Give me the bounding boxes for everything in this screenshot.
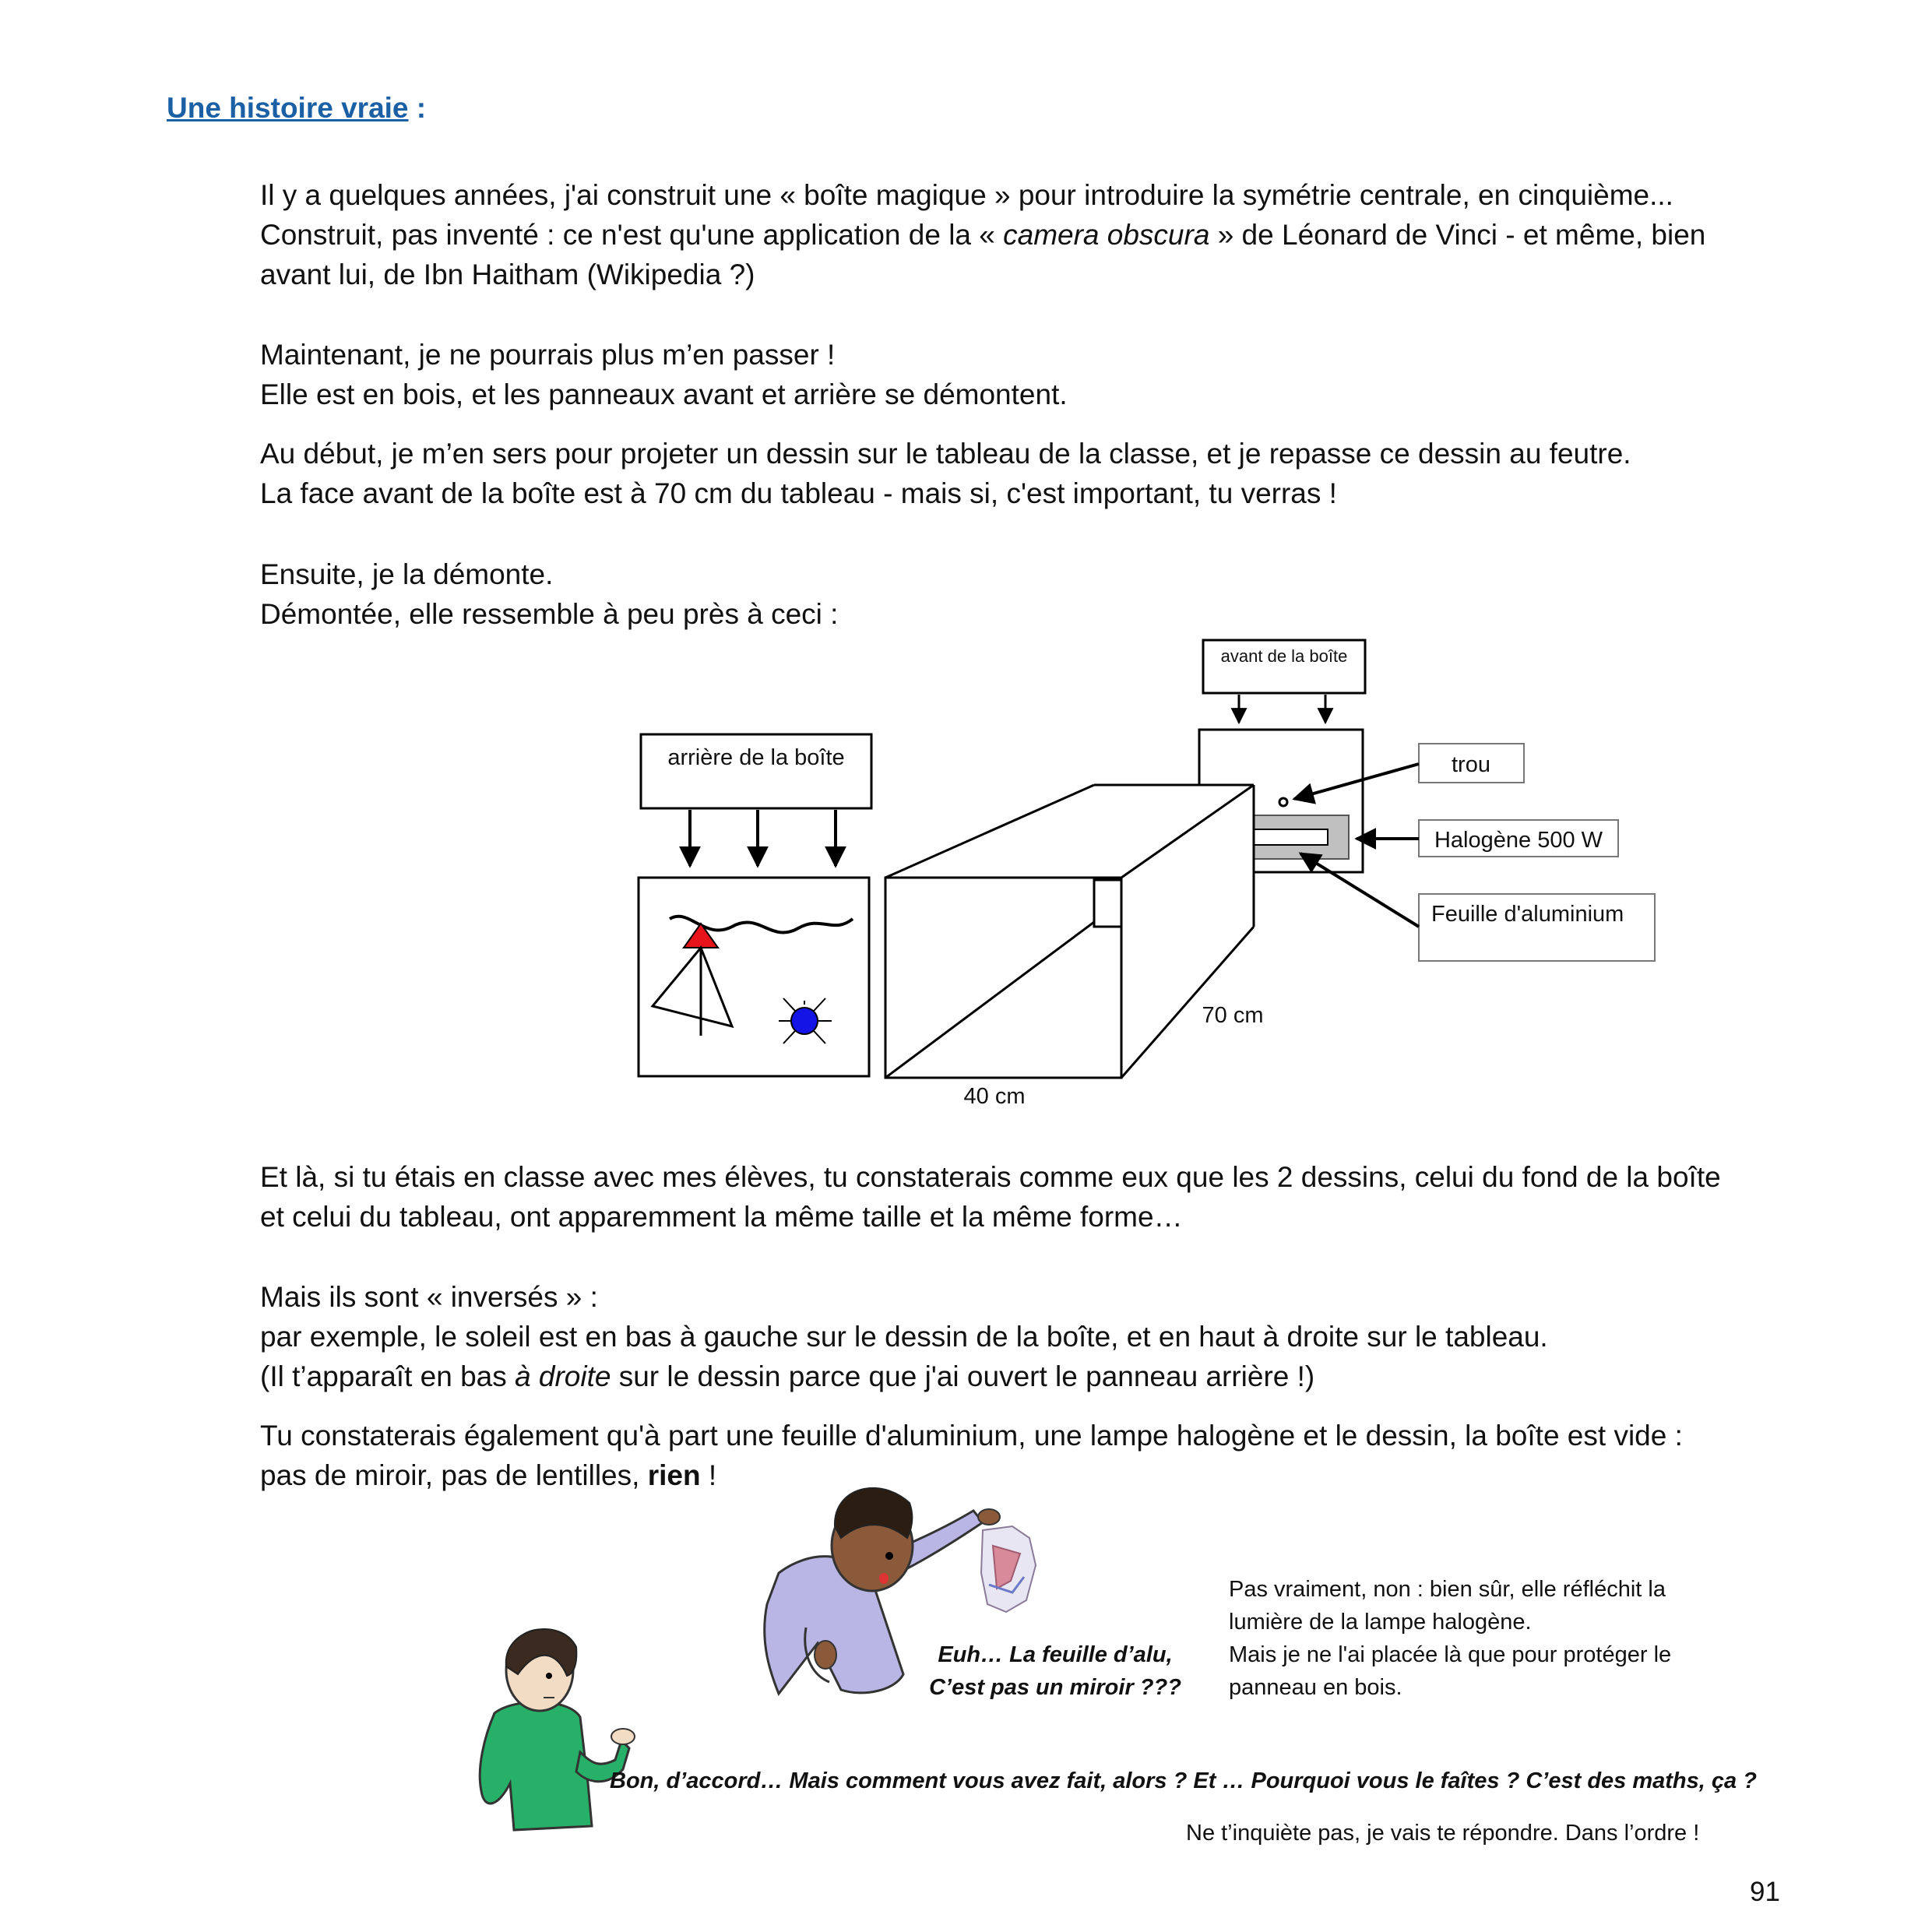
text-segment: sur le dessin parce que j'ai ouvert le panneau arrière !) bbox=[611, 1360, 1315, 1392]
hole-label: trou bbox=[1452, 752, 1490, 777]
reply-line: panneau en bois. bbox=[1229, 1675, 1402, 1700]
text-line: Et là, si tu étais en classe avec mes élèves, tu constaterais comme eux que les 2 dessins, celui du fond de la boîte bbox=[260, 1161, 1721, 1193]
speech-line: Euh… La feuille d’alu, bbox=[938, 1642, 1173, 1667]
reply-line: lumière de la lampe halogène. bbox=[1229, 1610, 1532, 1635]
speech-line: C’est pas un miroir ??? bbox=[929, 1675, 1181, 1700]
reply-line: Mais je ne l'ai placée là que pour protéger le bbox=[1229, 1642, 1672, 1667]
text-segment: pas de miroir, pas de lentilles, bbox=[260, 1459, 648, 1491]
text-line: Tu constaterais également qu'à part une feuille d'aluminium, une lampe halogène et le dessin, la boîte est vide : bbox=[260, 1420, 1683, 1452]
halogen-label: Halogène 500 W bbox=[1434, 828, 1603, 853]
text-line: Il y a quelques années, j'ai construit une « boîte magique » pour introduire la symétrie centrale, en cinquième... bbox=[260, 179, 1673, 211]
text-line: Ensuite, je la démonte. bbox=[260, 558, 554, 590]
girl-illustration bbox=[480, 1629, 635, 1830]
dimension-width: 40 cm bbox=[963, 1084, 1026, 1109]
text-segment: ! bbox=[700, 1459, 717, 1491]
teacher-reply bbox=[1229, 1573, 1671, 1704]
reply-line: Pas vraiment, non : bien sûr, elle réfléchit la bbox=[1229, 1577, 1666, 1602]
crumpled-foil-image bbox=[981, 1526, 1036, 1612]
heading-link[interactable]: Une histoire vraie bbox=[167, 92, 409, 124]
text-line: Elle est en bois, et les panneaux avant et arrière se démontent. bbox=[260, 378, 1068, 410]
boy-speech bbox=[927, 1638, 1184, 1704]
text-line: Au début, je m’en sers pour projeter un dessin sur le tableau de la classe, et je repasse ce dessin au feutre. bbox=[260, 438, 1631, 470]
text-line: La face avant de la boîte est à 70 cm du tableau - mais si, c'est important, tu verras ! bbox=[260, 477, 1337, 509]
text-line: par exemple, le soleil est en bas à gauche sur le dessin de la boîte, et en haut à droite sur le tableau. bbox=[260, 1321, 1548, 1353]
girl-speech: Bon, d’accord… Mais comment vous avez fait, alors ? Et … Pourquoi vous le faîtes ? C’est des maths, ça ? bbox=[610, 1768, 1757, 1793]
bold-term: rien bbox=[647, 1459, 701, 1491]
page-number: 91 bbox=[1750, 1877, 1780, 1907]
dimension-depth: 70 cm bbox=[1202, 1003, 1264, 1028]
text-segment: (Il t’apparaît en bas bbox=[260, 1360, 516, 1392]
back-label: arrière de la boîte bbox=[667, 745, 845, 770]
text-segment: » de Léonard de Vinci - et même, bien bbox=[1209, 219, 1706, 251]
front-label: avant de la boîte bbox=[1220, 646, 1348, 666]
italic-term: à droite bbox=[515, 1360, 611, 1392]
foil-label: Feuille d'aluminium bbox=[1431, 902, 1624, 927]
text-line: Démontée, elle ressemble à peu près à ceci : bbox=[260, 598, 839, 630]
teacher-final: Ne t’inquiète pas, je vais te répondre. Dans l’ordre ! bbox=[1186, 1821, 1700, 1846]
text-line: avant lui, de Ibn Haitham (Wikipedia ?) bbox=[260, 259, 755, 290]
heading-colon: : bbox=[408, 92, 427, 124]
text-line: et celui du tableau, ont apparemment la même taille et la même forme… bbox=[260, 1201, 1183, 1233]
text-segment: Construit, pas inventé : ce n'est qu'une application de la « bbox=[260, 219, 1004, 251]
text-line: Mais ils sont « inversés » : bbox=[260, 1281, 598, 1313]
italic-term: camera obscura bbox=[1003, 219, 1210, 251]
text-line: Maintenant, je ne pourrais plus m’en passer ! bbox=[260, 339, 836, 371]
